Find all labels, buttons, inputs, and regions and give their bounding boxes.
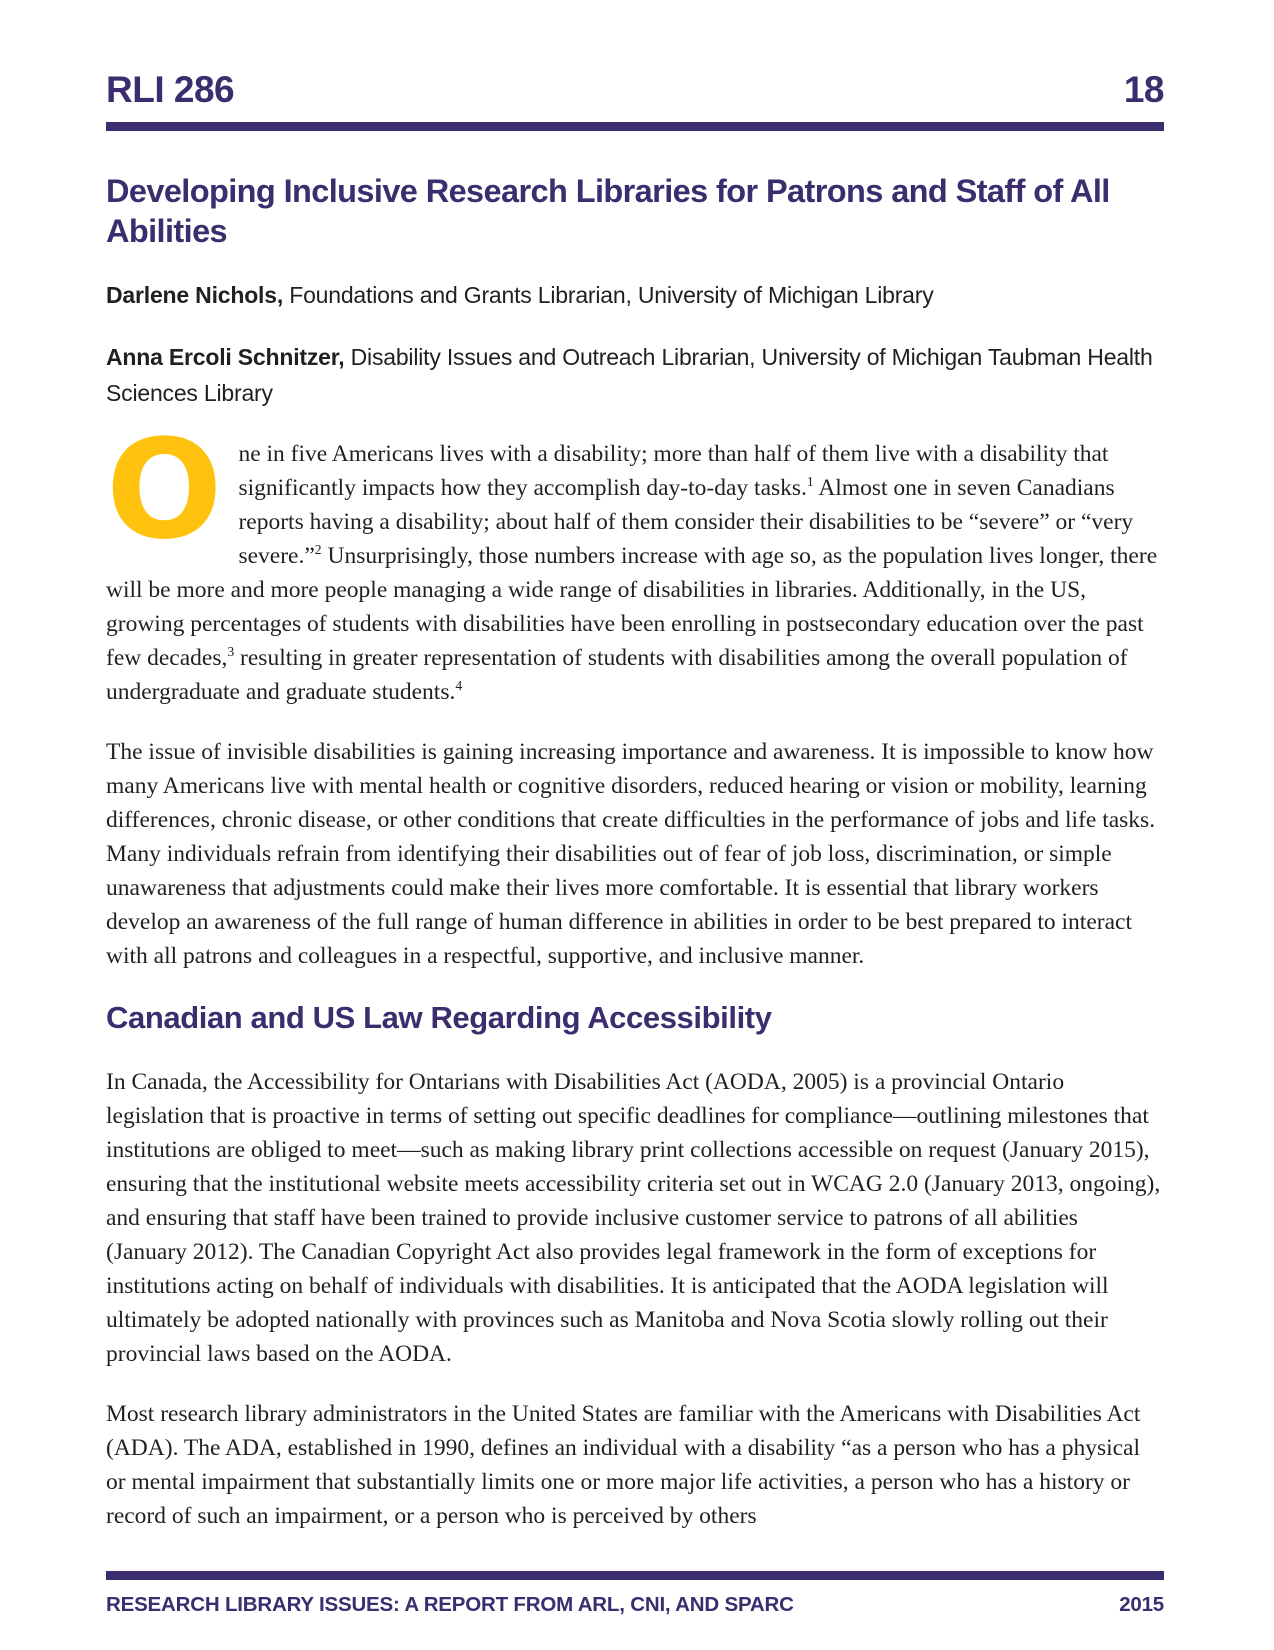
paragraph-invisible-disabilities: The issue of invisible disabilities is gaining increasing importance and awareness. It is impossible to know how many Americans live with mental health or cognitive disorders, reduced hearing or vision or mobility, learning differences, chronic disease, or other conditions that create difficulties in the performance of jobs and life tasks. Many individuals refrain from identifying their disabilities out of fear of job loss, discrimination, or simple unawareness that adjustments could make their lives more comfortable. It is essential that library workers develop an awareness of the full range of human difference in abilities in order to be best prepared to interact with all patrons and colleagues in a respectful, supportive, and inclusive manner. xyxy=(106,739,1156,969)
intro-text-4: resulting in greater representation of students with disabilities among the overall population of undergraduate and graduate students. xyxy=(106,645,1128,705)
footnote-ref-3: 3 xyxy=(227,644,235,660)
article-title: Developing Inclusive Research Libraries for Patrons and Staff of All Abilities xyxy=(106,173,1110,249)
intro-paragraph xyxy=(106,411,1164,709)
author-line-2 xyxy=(106,339,1164,411)
footnote-ref-2: 2 xyxy=(314,542,322,558)
author-2-role: Disability Issues and Outreach Librarian, University of Michigan Taubman Health Sciences Library xyxy=(106,344,1153,406)
author-2-name: Anna Ercoli Schnitzer, xyxy=(106,344,345,370)
footer-year: 2015 xyxy=(1119,1593,1164,1616)
intro-text-1: ne in five Americans lives with a disability; more than half of them live with a disability that significantly impacts how they accomplish day-to-day tasks. xyxy=(238,441,1109,501)
footer-journal-title: RESEARCH LIBRARY ISSUES: A REPORT FROM ARL, CNI, AND SPARC xyxy=(106,1593,794,1616)
footer-rule xyxy=(106,1571,1164,1580)
header-rule xyxy=(106,122,1164,131)
paragraph-us-law: Most research library administrators in the United States are familiar with the Americans with Disabilities Act (ADA). The ADA, established in 1990, defines an individual with a disability “as a person who has a physical or mental impairment that substantially limits one or more major life activities, a person who has a history or record of such an impairment, or a person who is perceived by others xyxy=(106,1401,1141,1529)
section-heading: Canadian and US Law Regarding Accessibility xyxy=(106,1000,772,1035)
paragraph-canadian-law: In Canada, the Accessibility for Ontarians with Disabilities Act (AODA, 2005) is a provincial Ontario legislation that is proactive in terms of setting out specific deadlines for compliance—outlining milestones that institutions are obliged to meet—such as making library print collections accessible on request (January 2015), ensuring that the institutional website meets accessibility criteria set out in WCAG 2.0 (January 2013, ongoing), and ensuring that staff have been trained to provide inclusive customer service to patrons of all abilities (January 2012). The Canadian Copyright Act also provides legal framework in the form of exceptions for institutions acting on behalf of individuals with disabilities. It is anticipated that the AODA legislation will ultimately be adopted nationally with provinces such as Manitoba and Nova Scotia slowly rolling out their provincial laws based on the AODA. xyxy=(106,1069,1161,1367)
author-line-1 xyxy=(106,277,1164,313)
footnote-ref-1: 1 xyxy=(806,474,814,490)
author-1-role: Foundations and Grants Librarian, University of Michigan Library xyxy=(283,282,934,308)
intro-text-2: Almost one in seven Canadians reports having a disability; about half of them consider their disabilities to be “severe” or “very severe.” xyxy=(238,475,1134,569)
page-footer xyxy=(106,1571,1164,1618)
drop-cap-letter: O xyxy=(106,411,223,570)
page-number: 18 xyxy=(1123,69,1164,110)
footnote-ref-4: 4 xyxy=(455,678,463,694)
page-header xyxy=(106,70,1164,110)
article-body xyxy=(106,411,1164,1533)
author-1-name: Darlene Nichols, xyxy=(106,282,284,308)
intro-text-3: Unsurprisingly, those numbers increase with age so, as the population lives longer, there will be more and more people managing a wide range of disabilities in libraries. Additionally, in the US, growing percentages of students with disabilities have been enrolling in postsecondary education over the past few decades, xyxy=(106,543,1158,671)
journal-issue-label: RLI 286 xyxy=(106,69,235,110)
footer-text-row xyxy=(106,1592,1164,1618)
